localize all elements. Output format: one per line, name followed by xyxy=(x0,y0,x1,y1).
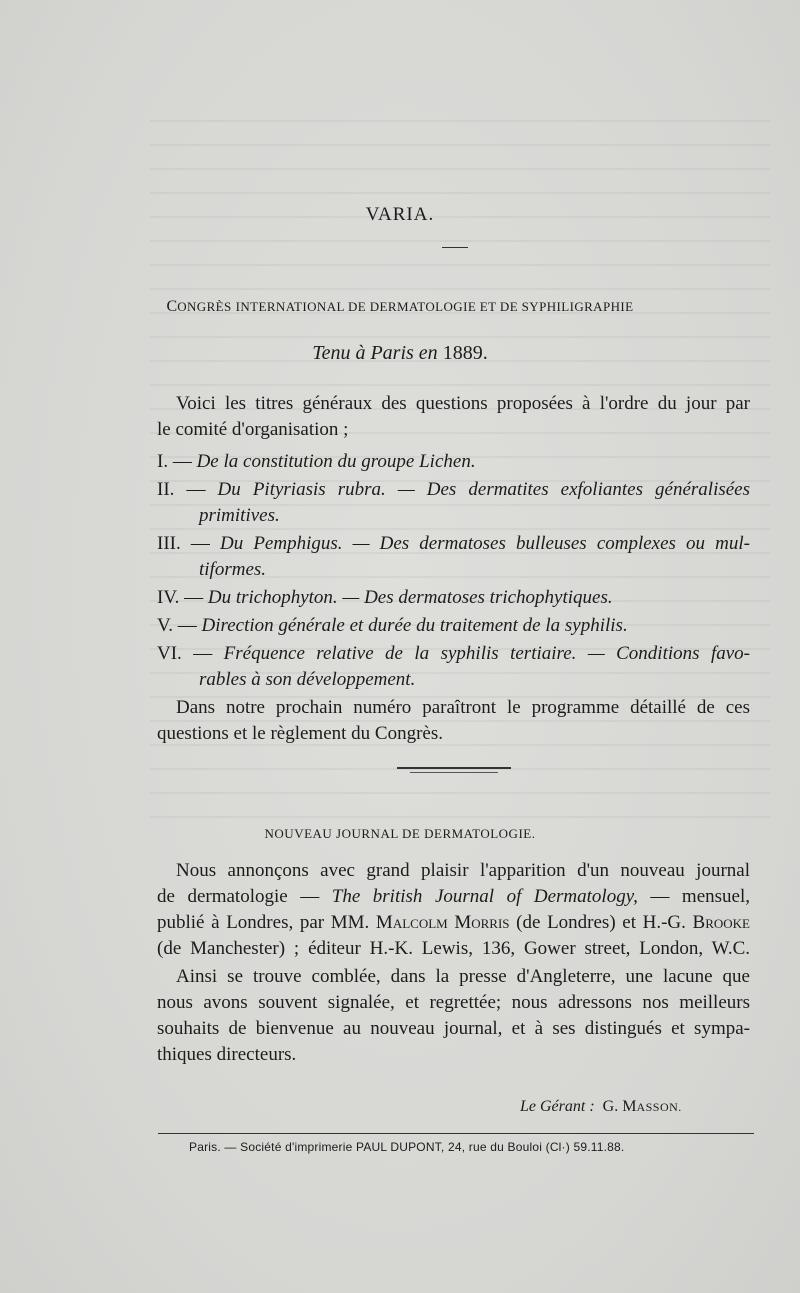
question-number: III. xyxy=(157,533,181,554)
question-number: V. xyxy=(157,615,174,636)
section-heading-rest: INTERNATIONAL DE DERMATOLOGIE ET DE SYPHILIGRAPHIE xyxy=(235,299,634,314)
question-item: V. — Direction générale et durée du traitement de la syphilis. xyxy=(157,615,628,636)
journal-heading: NOUVEAU JOURNAL DE DERMATOLOGIE. xyxy=(264,826,536,841)
question-item: IV. — Du trichophyton. — Des dermatoses trichophytiques. xyxy=(157,587,613,608)
author-name: Brooke xyxy=(692,912,750,933)
journal-line: Nous annonçons avec grand plaisir l'apparition d'un nouveau journal xyxy=(176,860,750,881)
question-item: VI. — Fréquence relative de la syphilis tertiaire. — Conditions favo- xyxy=(157,643,750,664)
question-number: IV. xyxy=(157,587,180,608)
question-item: II. — Du Pityriasis rubra. — Des dermatites exfoliantes généralisées xyxy=(157,479,750,500)
section-divider-thin xyxy=(410,772,498,773)
question-text: Du trichophyton. — Des dermatoses trichophytiques. xyxy=(207,587,613,608)
section-divider xyxy=(397,767,511,769)
closing-line: Ainsi se trouve comblée, dans la presse d'Angleterre, une lacune que xyxy=(176,966,750,987)
question-text: Du Pemphigus. — Des dermatoses bulleuses complexes ou mul- xyxy=(219,533,751,554)
question-item: III. — Du Pemphigus. — Des dermatoses bulleuses complexes ou mul- xyxy=(157,533,751,554)
signature-label: Le Gérant : xyxy=(520,1098,595,1115)
question-number: VI. xyxy=(157,643,182,664)
question-item: I. — De la constitution du groupe Lichen. xyxy=(157,451,476,472)
congress-location-text: Tenu à Paris en xyxy=(312,342,438,364)
question-text: De la constitution du groupe Lichen. xyxy=(196,451,476,472)
author-name: Malcolm Morris xyxy=(375,912,510,933)
program-line: Dans notre prochain numéro paraîtront le programme détaillé de ces xyxy=(176,697,750,718)
journal-line: (de Manchester) ; éditeur H.-K. Lewis, 136, Gower street, London, W.C. xyxy=(157,938,750,959)
question-continuation: tiformes. xyxy=(199,559,267,580)
question-number: II. xyxy=(157,479,175,500)
intro-line: Voici les titres généraux des questions proposées à l'ordre du jour par xyxy=(176,393,750,414)
journal-title: The british Journal of Dermatology, xyxy=(331,886,638,907)
intro-line: le comité d'organisation ; xyxy=(157,419,349,440)
signature xyxy=(520,1098,682,1116)
closing-line: thiques directeurs. xyxy=(157,1044,297,1065)
program-paragraph xyxy=(157,695,750,747)
section-heading-first-word: ONGRÈS xyxy=(177,299,232,314)
congress-location xyxy=(0,342,800,365)
closing-paragraph xyxy=(157,964,750,1068)
question-continuation: primitives. xyxy=(199,505,280,526)
journal-line: publié à Londres, par MM. Malcolm Morris (de Londres) et H.-G. Brooke xyxy=(157,912,750,933)
signature-name: ASSON. xyxy=(636,1100,682,1114)
signature-initial: G. M xyxy=(602,1098,637,1115)
program-line: questions et le règlement du Congrès. xyxy=(157,723,443,744)
intro-paragraph xyxy=(157,391,750,443)
page-title: VARIA. xyxy=(365,204,435,225)
section-heading-initial: C xyxy=(166,298,178,315)
question-text: Fréquence relative de la syphilis tertiaire. — Conditions favo- xyxy=(223,643,750,664)
congress-year: 1889. xyxy=(442,342,488,364)
question-text: Direction générale et durée du traitement de la syphilis. xyxy=(201,615,628,636)
section-heading xyxy=(0,298,800,316)
closing-line: nous avons souvent signalée, et regrettée; nous adressons nos meilleurs xyxy=(157,992,750,1013)
question-continuation: rables à son développement. xyxy=(199,669,416,690)
question-number: I. xyxy=(157,451,169,472)
title-divider xyxy=(442,247,468,248)
closing-line: souhaits de bienvenue au nouveau journal, et à ses distingués et sympa- xyxy=(157,1018,750,1039)
question-list xyxy=(157,449,750,693)
question-text: Du Pityriasis rubra. — Des dermatites exfoliantes généralisées xyxy=(217,479,750,500)
footer-rule xyxy=(158,1133,754,1134)
journal-paragraph xyxy=(157,858,750,962)
journal-line: de dermatologie — The british Journal of Dermatology, — mensuel, xyxy=(157,886,750,907)
printer-footer: Paris. — Société d'imprimerie PAUL DUPONT, 24, rue du Bouloi (Cl·) 59.11.88. xyxy=(189,1140,625,1154)
